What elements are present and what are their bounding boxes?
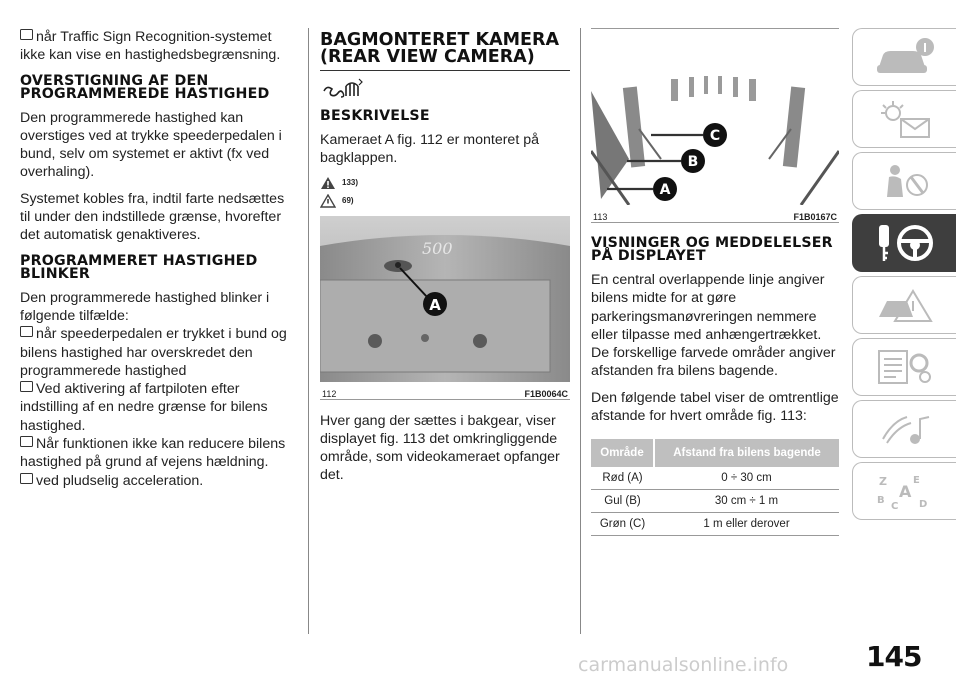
camera-hand-icon [322,77,570,104]
heading-blinker: PROGRAMMERET HASTIGHED BLINKER [20,252,258,282]
tab-multimedia[interactable] [852,400,956,458]
intro-bullet: når Traffic Sign Recognition-systemet ikke kan vise en hastighedsbegrænsning. [20,29,281,64]
column-divider [580,28,581,634]
para-overstigning-2: Systemet kobles fra, indtil farte nedsættes til under den indstillede grænse, hvorefter det automatisk genaktiveres. [20,190,285,244]
svg-text:B: B [876,495,885,506]
para-visninger-1: En central overlappende linje angiver bilens midte for at gøre parkeringsmanøvreringen nemmere eller tilpasse med anhængertrækket. De forskellige farvede områder angiver afstanden fra bilens bagende. [591,272,836,380]
distance-table [591,439,839,536]
figure-caption [591,210,839,222]
para-blinker: Den programmerede hastighed blinker i følgende tilfælde: [20,289,270,324]
column-divider [308,28,309,634]
maintenance-icon [873,347,937,387]
tab-alphabetical-index[interactable] [852,462,956,520]
column-3 [591,28,839,536]
table-row [591,490,839,513]
figure-code: F1B0064C [524,388,568,399]
note-triangle-icon [320,194,336,208]
svg-text:D: D [918,499,927,510]
para-beskrivelse: Kameraet A fig. 112 er monteret på bagklappen. [320,132,539,167]
figure-code: F1B0167C [793,212,837,222]
callout-b: B [687,154,699,170]
svg-text:C: C [890,501,898,511]
tailgate-camera-image [320,216,570,382]
chapter-tabs [852,28,956,524]
emergency-icon [873,285,937,325]
table-header: Område [591,439,654,467]
svg-text:A: A [898,482,911,501]
table-cell: Gul (B) [591,490,654,513]
checkbox-bullet-icon [20,29,33,40]
figure-112 [320,216,570,400]
alphabetical-index-icon [873,471,937,511]
warning-triangle-icon [320,176,336,190]
checkbox-bullet-icon [20,381,33,392]
tab-emergency[interactable] [852,276,956,334]
warning-ref: 133) [320,176,570,190]
callout-a: A [659,182,671,198]
tab-maintenance[interactable] [852,338,956,396]
table-cell: Rød (A) [591,467,654,490]
para-visninger-2: Den følgende tabel viser de omtrentlige afstande for hvert område fig. 113: [591,389,839,425]
checkbox-bullet-icon [20,326,33,337]
500-badge: 500 [422,238,453,258]
warning-ref: 69) [320,194,570,208]
heading-visninger: VISNINGER OG MEDDELELSER PÅ DISPLAYET [591,235,833,264]
column-2 [320,28,570,493]
figure-caption [320,387,570,399]
table-row [591,467,839,490]
svg-text:E: E [912,475,920,486]
figure-113 [591,28,839,223]
bullet-item: ved pludselig acceleration. [20,472,298,490]
watermark: carmanualsonline.info [578,654,789,676]
svg-text:Z: Z [878,475,887,488]
callout-c: C [709,128,721,144]
tab-car-info[interactable] [852,28,956,86]
column-1 [20,28,298,490]
checkbox-bullet-icon [20,436,33,447]
tab-warning-lights[interactable] [852,90,956,148]
figure-number: 113 [593,212,608,222]
bullet-item: Ved aktivering af fartpiloten efter indstilling af en nedre grænse for bilens hastighed. [20,381,268,434]
table-cell: Grøn (C) [591,513,654,536]
table-header: Afstand fra bilens bagende [654,439,839,467]
bullet-item: når speederpedalen er trykket i bund og bilens hastighed har overskredet den programmerede hastighed [20,326,287,379]
section-title: BAGMONTERET KAMERA (REAR VIEW CAMERA) [320,32,570,71]
multimedia-icon [873,409,937,449]
para-overstigning-1: Den programmerede hastighed kan overstiges ved at trykke speederpedalen i bund, selv om systemet er aktivt (fx ved overhaling). [20,109,282,181]
tab-key-steering-wheel[interactable] [852,214,956,272]
table-header-row [591,439,839,467]
bullet-item: Når funktionen ikke kan reducere bilens hastighed på grund af vejens hældning. [20,436,286,471]
key-steering-wheel-icon [873,221,937,265]
parking-guidelines-image [591,29,839,205]
checkbox-bullet-icon [20,473,33,484]
table-cell: 30 cm ÷ 1 m [654,490,839,513]
airbag-safety-icon [873,161,937,201]
car-info-icon [873,37,937,77]
para-reverse: Hver gang der sættes i bakgear, viser displayet fig. 113 det omkringliggende område, som videokameraet opfanger det. [320,412,560,484]
table-cell: 0 ÷ 30 cm [654,467,839,490]
callout-a: A [429,295,441,314]
warning-lights-icon [873,99,937,139]
table-cell: 1 m eller derover [654,513,839,536]
page-number: 145 [866,640,922,673]
heading-beskrivelse: BESKRIVELSE [320,108,430,124]
heading-overstigning: OVERSTIGNING AF DEN PROGRAMMEREDE HASTIGHED [20,72,270,102]
figure-number: 112 [322,388,337,399]
table-row [591,513,839,536]
tab-airbag-safety[interactable] [852,152,956,210]
